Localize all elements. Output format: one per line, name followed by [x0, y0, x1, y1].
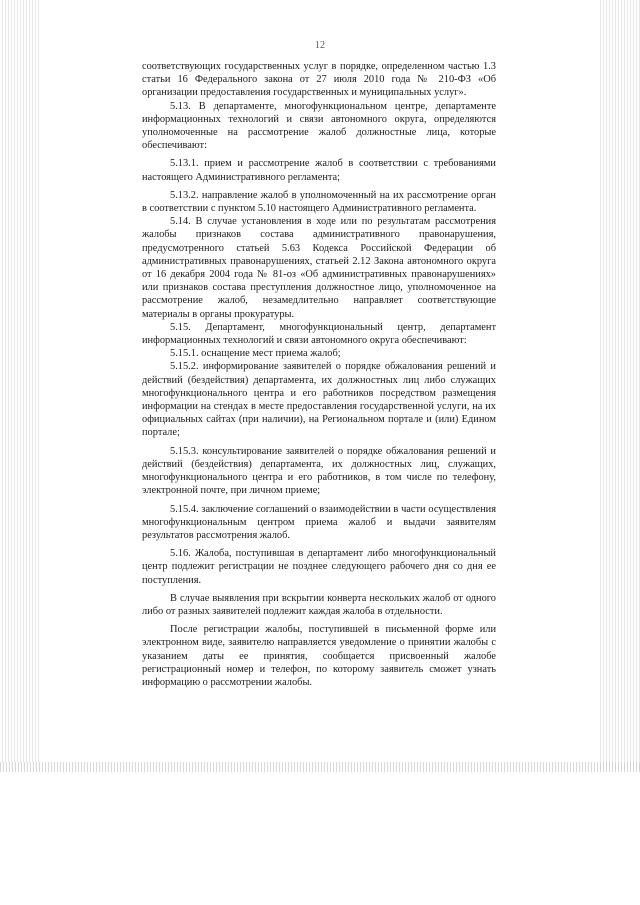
scan-bottom-border — [0, 762, 640, 772]
paragraph-multiple-complaints: В случае выявления при вскрытии конверта нескольких жалоб от одного либо от разных заявителей подлежит каждая жалоба в отдельности. — [142, 592, 496, 617]
paragraph-5-15-4: 5.15.4. заключение соглашений о взаимодействии в части осуществления многофункциональным центром приема жалоб и выдачи заявителям результатов рассмотрения жалоб. — [142, 503, 496, 541]
paragraph-continuation: соответствующих государственных услуг в порядке, определенном частью 1.3 статьи 16 Федерального закона от 27 июля 2010 года № 210-ФЗ «Об организации предоставления государственных и муниципальных услуг». — [142, 61, 496, 99]
document-body — [142, 60, 496, 689]
paragraph-5-13-2: 5.13.2. направление жалоб в уполномоченный на их рассмотрение орган в соответствии с пунктом 5.10 настоящего Административного регламента. — [142, 189, 496, 215]
scan-left-border — [0, 0, 40, 770]
paragraph-5-15-2: 5.15.2. информирование заявителей о порядке обжалования решений и действий (бездействия) департамента, их должностных лиц либо служащих многофункционального центра и его работников посредством размещения информации на стендах в месте предоставления государственной услуги, на их официальных сайтах (при наличии), на Региональном портале и (или) Едином портале; — [142, 361, 496, 439]
paragraph-5-14: 5.14. В случае установления в ходе или по результатам рассмотрения жалобы признаков состава административного правонарушения, предусмотренного статьей 5.63 Кодекса Российской Федерации об административных правонарушениях, статьей 2.12 Закона автономного округа от 16 декабря 2004 года № 81-оз «Об административных правонарушениях» или признаков состава преступления должностное лицо, уполномоченное на рассмотрение жалоб, незамедлительно направляет соответствующие материалы в органы прокуратуры. — [142, 216, 496, 320]
paragraph-5-13: 5.13. В департаменте, многофункциональном центре, департаменте информационных технологий и связи автономного округа, определяются уполномоченные на рассмотрение жалоб должностные лица, которые обеспечивают: — [142, 100, 496, 152]
paragraph-registration-notice: После регистрации жалобы, поступившей в письменной форме или электронном виде, заявителю направляется уведомление о принятии жалобы с указанием даты ее принятия, сообщается присвоенный жалобе регистрационный номер и телефон, по которому заявитель сможет узнать информацию о рассмотрении жалобы. — [142, 624, 496, 688]
paragraph-5-15-1: 5.15.1. оснащение мест приема жалоб; — [170, 348, 341, 360]
page-number: 12 — [315, 40, 325, 51]
scan-right-border — [600, 0, 640, 770]
paragraph-5-13-1: 5.13.1. прием и рассмотрение жалоб в соответствии с требованиями настоящего Административного регламента; — [142, 158, 496, 183]
paragraph-5-15-3: 5.15.3. консультирование заявителей о порядке обжалования решений и действий (бездействия) департамента, их должностных лиц, служащих, многофункционального центра и его работников, в том числе по телефону, электронной почте, при личном приеме; — [142, 445, 496, 497]
paragraph-5-15: 5.15. Департамент, многофункциональный центр, департамент информационных технологий и связи автономного округа обеспечивают: — [142, 321, 496, 347]
paragraph-5-16: 5.16. Жалоба, поступившая в департамент либо многофункциональный центр подлежит регистрации не позднее следующего рабочего дня со дня ее поступления. — [142, 548, 496, 586]
